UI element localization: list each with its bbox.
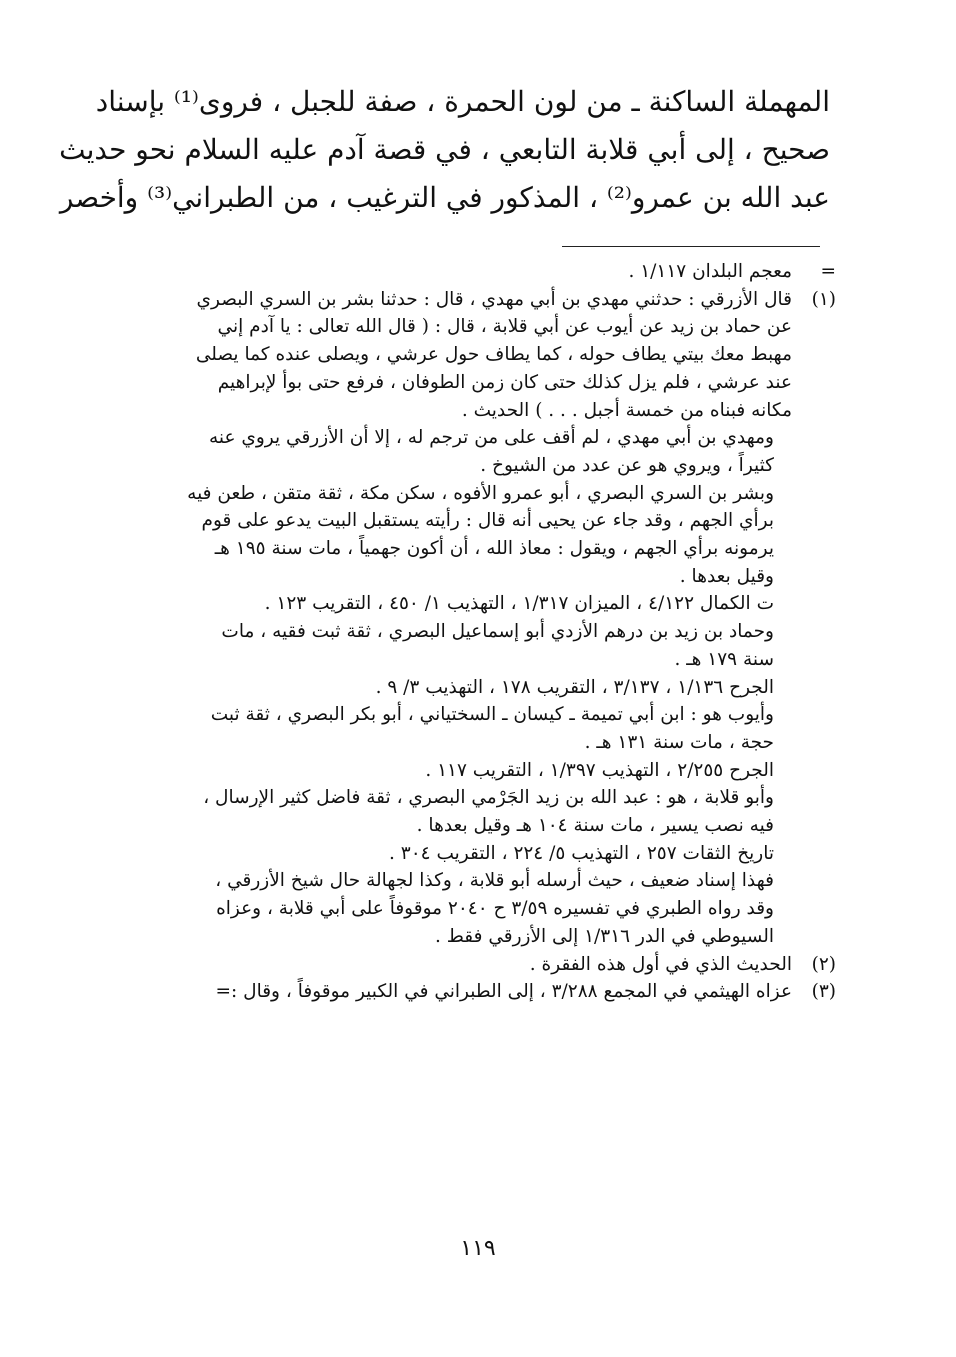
- footnote-text: معجم البلدان ١/١١٧ .: [628, 261, 792, 282]
- footnote-line: يرمونه برأي الجهم ، ويقول : معاذ الله ، أن أكون جهمياً ، مات سنة ١٩٥ هـ: [214, 538, 774, 560]
- footnote-marker: =: [820, 261, 836, 282]
- reference-text: الجرح ٢/٢٥٥ ، التهذيب ١/٣٩٧ ، التقريب ١١٧ .: [425, 759, 774, 781]
- main-text-line: المهملة الساكنة ـ من لون الحمرة ، صفة للجبل ، فروى⁽¹⁾ بإسناد: [95, 85, 830, 118]
- footnote-line: مهبط معك بيتي يطاف حوله ، كما يطاف حول عرشي ، ويصلى عنده كما يصلى: [195, 344, 792, 366]
- page-number: ١١٩: [460, 1236, 496, 1261]
- reference-text: تاريخ الثقات ٢٥٧ ، التهذيب ٥/ ٢٢٤ ، التقريب ٣٠٤ .: [389, 842, 774, 864]
- footnote-line: فيه نصب يسير ، مات سنة ١٠٤ هـ وقيل بعدها .: [416, 815, 774, 837]
- footnote-2: [128, 951, 836, 979]
- footnote-continuation: [128, 258, 836, 286]
- footnote-text: الحديث الذي في أول هذه الفقرة .: [529, 953, 792, 975]
- footnote-line: سنة ١٧٩ هـ .: [674, 648, 774, 670]
- footnote-line: وحماد بن زيد بن درهم الأزدي أبو إسماعيل البصري ، ثقة ثبت فقيه ، مات: [221, 621, 774, 643]
- narrator-abuqilaba-paragraph: [128, 784, 836, 839]
- footnote-line: السيوطي في الدر ١/٣١٦ إلى الأزرقي فقط .: [434, 925, 774, 947]
- footnote-line: فهذا إسناد ضعيف ، حيث أرسله أبو قلابة ، وكذا لجهالة حال شيخ الأزرقي ،: [215, 870, 774, 892]
- narrator-mahdi-paragraph: [128, 424, 836, 479]
- conclusion-paragraph: [128, 867, 836, 950]
- footnote-marker: (٢): [811, 953, 836, 975]
- main-text-line: عبد الله بن عمرو⁽²⁾ ، المذكور في الترغيب ، من الطبراني⁽³⁾ وأخصر: [59, 181, 830, 214]
- footnote-line: مكانه فبناه من خمسة أجبل . . . ) الحديث .: [461, 399, 792, 421]
- footnote-separator: [562, 246, 820, 247]
- narrator-ayyub-paragraph: [128, 701, 836, 756]
- footnote-line: قال الأزرقي : حدثني مهدي بن أبي مهدي ، قال : حدثنا بشر بن السري البصري: [196, 288, 792, 310]
- footnote-line: ومهدي بن أبي مهدي ، لم أقف على من ترجم له ، إلا أن الأزرقي يروي عنه: [208, 427, 774, 449]
- footnote-line: كثيراً ، ويروي هو عن عدد من الشيوخ .: [480, 454, 774, 476]
- footnote-text: عزاه الهيثمي في المجمع ٣/٢٨٨ ، إلى الطبراني في الكبير موقوفاً ، وقال :=: [215, 981, 792, 1003]
- footnote-1: [128, 286, 836, 425]
- footnote-marker: (١): [811, 288, 836, 310]
- footnote-line: وبشر بن السري البصري ، أبو عمرو الأفوه ، سكن مكة ، ثقة متقن ، طعن فيه: [187, 482, 774, 504]
- reference-text: الجرح ١/١٣٦ ، ٣/١٣٧ ، التقريب ١٧٨ ، التهذيب ٣/ ٩ .: [375, 676, 774, 698]
- reference-line: [128, 757, 836, 785]
- footnote-3: [128, 978, 836, 1006]
- footnote-line: حجة ، مات سنة ١٣١ هـ .: [584, 731, 774, 753]
- footnote-line: وقد رواه الطبري في تفسيره ٣/٥٩ ح ٢٠٤٠ موقوفاً على أبي قلابة ، وعزاه: [216, 898, 774, 920]
- footnote-line: برأي الجهم ، وقد جاء عن يحيى أنه قال : رأيته يستقبل البيت يدعو على قوم: [201, 510, 774, 532]
- narrator-hammad-paragraph: [128, 618, 836, 673]
- footnote-line: وقيل بعدها .: [679, 565, 774, 587]
- narrator-bishr-paragraph: [128, 480, 836, 591]
- main-text: [59, 78, 830, 222]
- reference-line: [128, 674, 836, 702]
- reference-line: [128, 840, 836, 868]
- footnote-line: عند عرشي ، فلم يزل كذلك حتى كان زمن الطوفان ، فرفع حتى بوأ لإبراهيم: [217, 371, 792, 393]
- footnote-marker: (٣): [811, 981, 836, 1003]
- reference-line: [128, 590, 836, 618]
- footnote-line: وأبو قلابة ، هو : عبد الله بن زيد الجَرْمي البصري ، ثقة فاضل كثير الإرسال ،: [203, 787, 774, 809]
- footnote-line: عن حماد بن زيد عن أيوب عن أبي قلابة ، قال : ( قال الله تعالى : يا آدم إني: [217, 316, 792, 338]
- footnote-line: وأيوب هو : ابن أبي تميمة ـ كيسان ـ السختياني ، أبو بكر البصري ، ثقة ثبت: [210, 704, 774, 726]
- reference-text: ت الكمال ٤/١٢٢ ، الميزان ١/٣١٧ ، التهذيب ١/ ٤٥٠ ، التقريب ١٢٣ .: [264, 593, 774, 615]
- footnotes: [128, 258, 836, 1006]
- main-text-line: صحيح ، إلى أبي قلابة التابعي ، في قصة آدم عليه السلام نحو حديث: [59, 133, 830, 166]
